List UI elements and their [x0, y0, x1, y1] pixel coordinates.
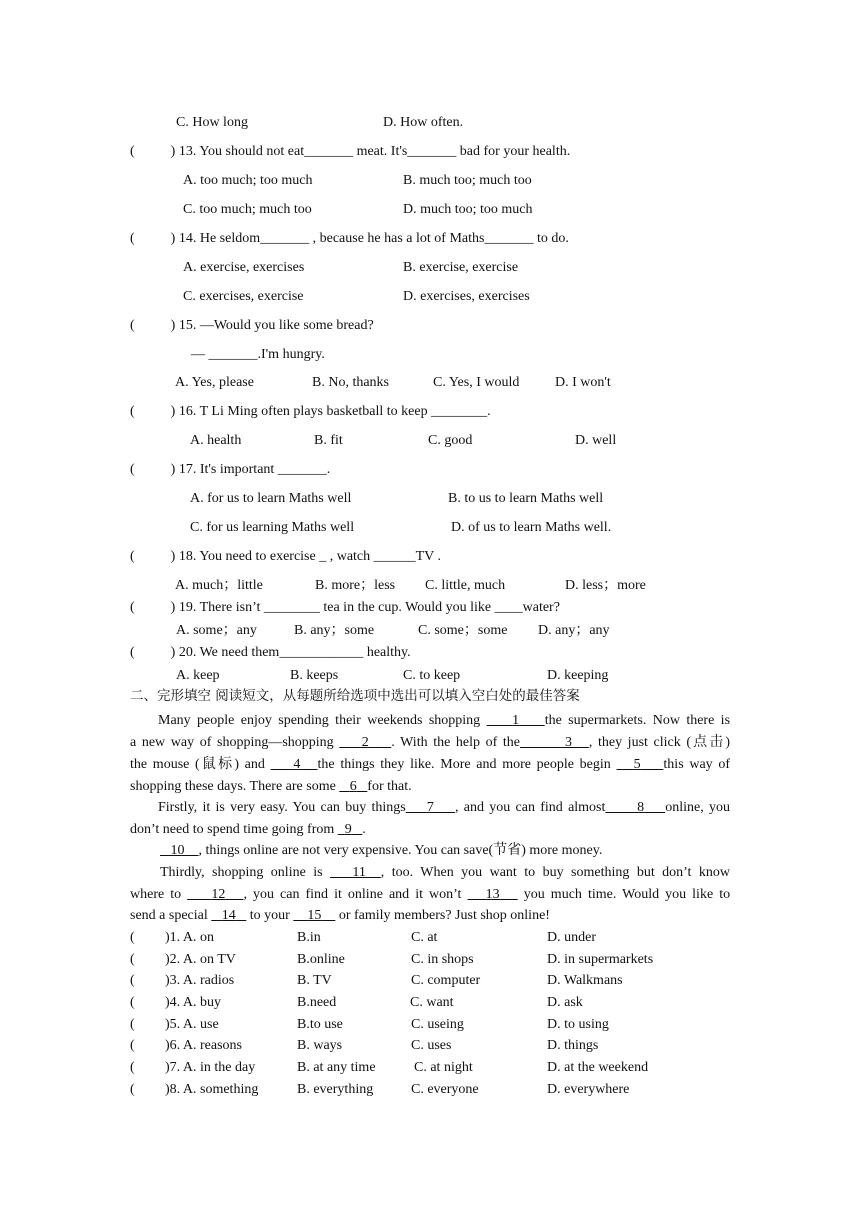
option-a: )8. A. something	[165, 1082, 259, 1097]
answer-paren-open: (	[130, 930, 135, 945]
q17-option-a: A. for us to learn Maths well	[190, 491, 352, 506]
q15-option-a: A. Yes, please	[175, 375, 254, 390]
answer-paren-open: (	[130, 952, 135, 967]
option-a: )2. A. on TV	[165, 952, 236, 967]
passage-text: , they just click (点击)	[588, 735, 731, 750]
option-c: C. computer	[411, 973, 481, 988]
q16-option-c: C. good	[428, 433, 473, 448]
option-a: )5. A. use	[165, 1017, 219, 1032]
answer-paren-close: )	[170, 144, 176, 159]
passage-text: a new way of shopping—shopping	[130, 735, 334, 750]
question-stem: 17. It's important _______.	[178, 462, 331, 477]
option-b: B.online	[297, 952, 345, 967]
q19-option-b: B. any；some	[294, 623, 375, 638]
option-b: B. everything	[297, 1082, 374, 1097]
answer-paren-open: (	[130, 1060, 135, 1075]
q12-option-d: D. How often.	[383, 115, 464, 130]
blank-12: 12	[211, 887, 226, 902]
q19-option-c: C. some；some	[418, 623, 508, 638]
question-19	[130, 601, 560, 615]
q18-option-b: B. more；less	[315, 578, 396, 593]
passage-line	[130, 888, 730, 902]
option-a: )1. A. on	[165, 930, 214, 945]
q15-option-c: C. Yes, I would	[433, 375, 520, 390]
option-b: B. ways	[297, 1038, 343, 1053]
question-13	[130, 145, 570, 159]
passage-line	[130, 780, 412, 794]
passage-text: . With the help of the	[391, 735, 521, 750]
question-16	[130, 405, 491, 419]
q13-option-c: C. too much; much too	[183, 202, 312, 217]
passage-line	[130, 909, 550, 923]
q20-option-c: C. to keep	[403, 668, 461, 683]
blank-7: 7	[426, 800, 434, 815]
answer-paren-open: (	[130, 1017, 135, 1032]
question-18	[130, 550, 441, 564]
answer-paren-open: (	[130, 404, 135, 419]
option-d: D. in supermarkets	[547, 952, 654, 967]
passage-text: for that.	[367, 779, 412, 794]
blank-2: 2	[361, 735, 369, 750]
option-d: D. under	[547, 930, 596, 945]
passage-text: , you can find it online and it won’t	[243, 887, 462, 902]
blank-3: 3	[564, 735, 572, 750]
blank-1: 1	[512, 713, 520, 728]
question-stem: 16. T Li Ming often plays basketball to keep ________.	[178, 404, 491, 419]
q18-option-a: A. much；little	[175, 578, 263, 593]
blank-4: 4	[293, 757, 301, 772]
answer-paren-close: )	[170, 462, 176, 477]
q19-option-d: D. any；any	[538, 623, 610, 638]
answer-paren-open: (	[130, 144, 135, 159]
blank-9: 9	[344, 822, 352, 837]
question-17	[130, 463, 330, 477]
option-a: )6. A. reasons	[165, 1038, 242, 1053]
passage-text: don’t need to spend time going from	[130, 822, 335, 837]
q14-option-c: C. exercises, exercise	[183, 289, 304, 304]
question-15-reply: — _______.I'm hungry.	[191, 347, 325, 362]
option-d: D. to using	[547, 1017, 609, 1032]
answer-paren-open: (	[130, 995, 135, 1010]
q17-option-b: B. to us to learn Maths well	[448, 491, 604, 506]
passage-line	[130, 758, 730, 772]
passage-text: shopping these days. There are some	[130, 779, 336, 794]
option-d: D. ask	[547, 995, 583, 1010]
option-c: C. uses	[411, 1038, 452, 1053]
blank-11: 11	[352, 865, 366, 880]
q13-option-a: A. too much; too much	[183, 173, 313, 188]
passage-text: the things they like. More and more people begin	[317, 757, 611, 772]
option-c: C. at	[411, 930, 438, 945]
blank-14: 14	[221, 908, 236, 923]
answer-paren-close: )	[170, 404, 176, 419]
passage-line	[130, 823, 366, 837]
option-b: B. TV	[297, 973, 332, 988]
question-stem: 20. We need them____________ healthy.	[178, 645, 411, 660]
passage-text: where to	[130, 887, 182, 902]
passage-text: .	[362, 822, 366, 837]
answer-paren-open: (	[130, 973, 135, 988]
question-stem: 13. You should not eat_______ meat. It's_______ bad for your health.	[178, 144, 571, 159]
answer-paren-open: (	[130, 318, 135, 333]
q14-option-b: B. exercise, exercise	[403, 260, 519, 275]
blank-15: 15	[307, 908, 322, 923]
passage-text: or family members? Just shop online!	[338, 908, 550, 923]
question-15	[130, 319, 374, 333]
q20-option-d: D. keeping	[547, 668, 609, 683]
passage-text: this way of	[663, 757, 731, 772]
passage-text: Many people enjoy spending their weekends shopping	[158, 713, 481, 728]
option-b: B.to use	[297, 1017, 343, 1032]
question-stem: 14. He seldom_______ , because he has a lot of Maths_______ to do.	[178, 231, 569, 246]
answer-paren-open: (	[130, 1038, 135, 1053]
blank-13: 13	[485, 887, 500, 902]
option-a: )7. A. in the day	[165, 1060, 256, 1075]
q16-option-a: A. health	[190, 433, 242, 448]
option-a: )3. A. radios	[165, 973, 235, 988]
option-b: B.in	[297, 930, 321, 945]
answer-paren-close: )	[170, 645, 176, 660]
section-heading: 二、完形填空 阅读短文，从每题所给选项中选出可以填入空白处的最佳答案	[130, 688, 580, 704]
question-14	[130, 232, 569, 246]
answer-paren-close: )	[170, 549, 176, 564]
option-b: B. at any time	[297, 1060, 376, 1075]
answer-paren-open: (	[130, 549, 135, 564]
blank-10: 10	[170, 843, 185, 858]
option-c: C. useing	[411, 1017, 464, 1032]
option-d: D. things	[547, 1038, 599, 1053]
blank-5: 5	[633, 757, 641, 772]
passage-text: online, you	[665, 800, 730, 815]
passage-text: send a special	[130, 908, 208, 923]
option-c: C. want	[410, 995, 454, 1010]
q13-option-b: B. much too; much too	[403, 173, 532, 188]
option-d: D. at the weekend	[547, 1060, 649, 1075]
question-stem: 15. —Would you like some bread?	[178, 318, 374, 333]
answer-paren-open: (	[130, 645, 135, 660]
answer-paren-close: )	[170, 231, 176, 246]
q16-option-b: B. fit	[314, 433, 343, 448]
passage-text: you much time. Would you like to	[523, 887, 731, 902]
q17-option-d: D. of us to learn Maths well.	[451, 520, 612, 535]
q15-option-d: D. I won't	[555, 375, 611, 390]
q18-option-c: C. little, much	[425, 578, 506, 593]
passage-text: the supermarkets. Now there is	[544, 713, 731, 728]
passage-line	[160, 844, 602, 858]
option-c: C. at night	[414, 1060, 473, 1075]
answer-paren-open: (	[130, 462, 135, 477]
q20-option-b: B. keeps	[290, 668, 339, 683]
passage-text: the mouse (鼠标) and	[130, 757, 265, 772]
passage-text: , and you can find almost	[454, 800, 606, 815]
question-stem: 19. There isn’t ________ tea in the cup. Would you like ____water?	[178, 600, 560, 615]
passage-line	[130, 866, 730, 880]
answer-paren-open: (	[130, 231, 135, 246]
option-c: C. everyone	[411, 1082, 479, 1097]
passage-text: Thirdly, shopping online is	[160, 865, 323, 880]
q16-option-d: D. well	[575, 433, 617, 448]
answer-paren-open: (	[130, 600, 135, 615]
answer-paren-open: (	[130, 1082, 135, 1097]
passage-line	[130, 714, 730, 728]
answer-paren-close: )	[170, 600, 176, 615]
option-c: C. in shops	[411, 952, 474, 967]
q14-option-a: A. exercise, exercises	[183, 260, 305, 275]
q20-option-a: A. keep	[176, 668, 220, 683]
q15-option-b: B. No, thanks	[312, 375, 389, 390]
passage-text: , too. When you want to buy something but don’t know	[380, 865, 731, 880]
question-20	[130, 646, 411, 660]
option-d: D. Walkmans	[547, 973, 623, 988]
answer-paren-close: )	[170, 318, 176, 333]
q13-option-d: D. much too; too much	[403, 202, 533, 217]
option-b: B.need	[297, 995, 337, 1010]
passage-text: to your	[249, 908, 290, 923]
passage-text: Firstly, it is very easy. You can buy things	[158, 800, 406, 815]
option-d: D. everywhere	[547, 1082, 630, 1097]
passage-line	[130, 801, 730, 815]
option-a: )4. A. buy	[165, 995, 221, 1010]
passage-text: , things online are not very expensive. You can save(节省) more money.	[198, 843, 603, 858]
q18-option-d: D. less；more	[565, 578, 646, 593]
q19-option-a: A. some；any	[176, 623, 257, 638]
question-stem: 18. You need to exercise _ , watch ______TV .	[178, 549, 442, 564]
blank-8: 8	[637, 800, 645, 815]
q12-option-c: C. How long	[176, 115, 248, 130]
q17-option-c: C. for us learning Maths well	[190, 520, 355, 535]
blank-6: 6	[349, 779, 357, 794]
passage-line	[130, 736, 730, 750]
q14-option-d: D. exercises, exercises	[403, 289, 530, 304]
